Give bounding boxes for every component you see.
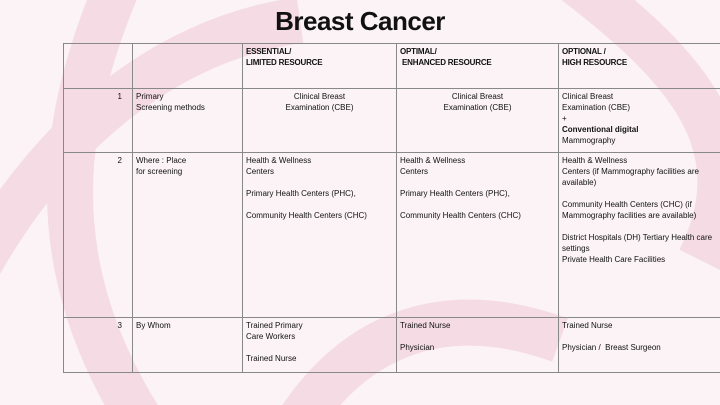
cell-essential [243,89,397,153]
row-label-line: By Whom [136,321,171,330]
header-optional [559,44,720,89]
resource-table [63,43,720,373]
cell-optional [559,318,720,373]
cell-line: available) [562,178,597,187]
row-number: 3 [64,318,133,373]
header-optimal-line-1: OPTIMAL/ [400,47,437,56]
cell-line: District Hospitals (DH) Tertiary Health care [562,233,713,242]
cell-line: Health & Wellness [246,156,312,165]
row-label [133,89,243,153]
cell-line: Trained Nurse [562,321,613,330]
cell-line: settings [562,244,590,253]
cell-line: Examination (CBE) [562,103,631,112]
cell-line: Centers [246,167,275,176]
row-label-line: Screening methods [136,103,205,112]
cell-line: Community Health Centers (CHC) [246,211,367,220]
cell-line: Trained Nurse [246,354,297,363]
cell-line: Health & Wellness [562,156,628,165]
cell-line: Private Health Care Facilities [562,255,666,264]
header-essential-line-2: LIMITED RESOURCE [246,58,323,67]
cell-line: Primary Health Centers (PHC), [246,189,356,198]
cell-line: Trained Primary [246,321,303,330]
row-label-line: Primary [136,92,164,101]
header-empty-num [64,44,133,89]
cell-essential [243,153,397,318]
cell-optimal [397,153,559,318]
cell-line: Physician / Breast Surgeon [562,343,661,352]
header-optimal [397,44,559,89]
cell-optional [559,153,720,318]
cell-line: Conventional digital [562,125,639,134]
cell-line: Physician [400,343,435,352]
cell-line: Care Workers [246,332,296,341]
table-header-row [64,44,720,89]
cell-line: Community Health Centers (CHC) [400,211,521,220]
cell-line: Mammography [562,136,616,145]
header-optional-line-1: OPTIONAL / [562,47,606,56]
cell-line: Trained Nurse [400,321,451,330]
row-label [133,318,243,373]
cell-line: Mammography facilities are available) [562,211,697,220]
header-optional-line-2: HIGH RESOURCE [562,58,627,67]
table-row [64,318,720,373]
row-label-line: Where : Place [136,156,187,165]
cell-line: Centers (if Mammography facilities are [562,167,699,176]
cell-line: Health & Wellness [400,156,466,165]
table-row [64,89,720,153]
cell-optimal [397,318,559,373]
cell-line: + [562,114,567,123]
cell-line: Clinical Breast [451,92,504,101]
header-empty-label [133,44,243,89]
header-optimal-line-2: ENHANCED RESOURCE [400,58,492,67]
table-row [64,153,720,318]
header-essential [243,44,397,89]
cell-essential [243,318,397,373]
page-title: Breast Cancer [275,6,445,36]
cell-line: Centers [400,167,429,176]
cell-line: Primary Health Centers (PHC), [400,189,510,198]
header-essential-line-1: ESSENTIAL/ [246,47,292,56]
row-label [133,153,243,318]
cell-line: Clinical Breast [293,92,346,101]
cell-line: Examination (CBE) [443,103,512,112]
row-label-line: for screening [136,167,183,176]
cell-optional [559,89,720,153]
cell-line: Community Health Centers (CHC) (if [562,200,692,209]
cell-line: Clinical Breast [562,92,614,101]
cell-line: Examination (CBE) [285,103,354,112]
cell-optimal [397,89,559,153]
row-number: 1 [64,89,133,153]
row-number: 2 [64,153,133,318]
